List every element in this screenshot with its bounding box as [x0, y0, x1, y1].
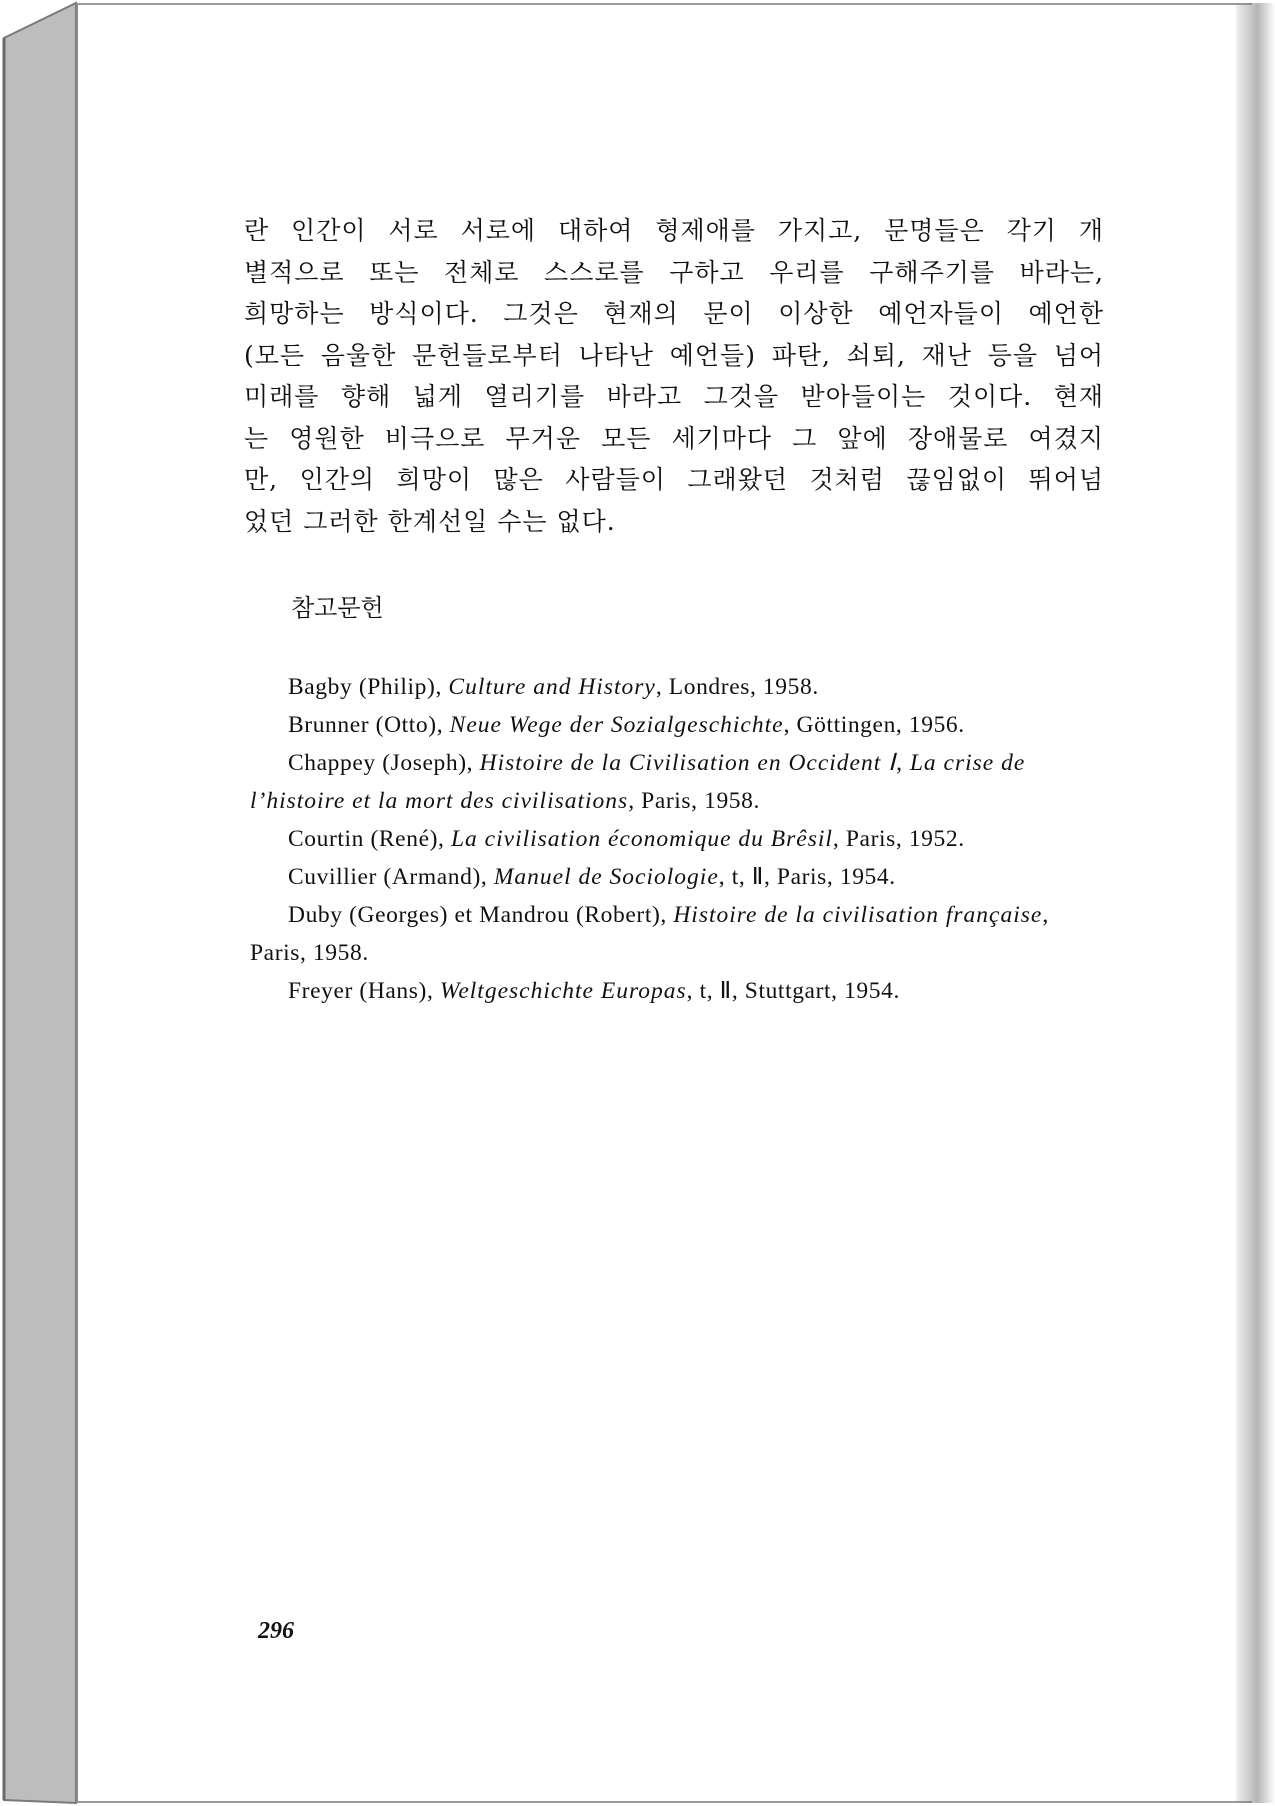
references-list: [250, 668, 1080, 1010]
book-spine-graphic: [0, 0, 78, 1806]
reference-author: Brunner (Otto),: [288, 712, 450, 738]
page-number: 296: [258, 1618, 294, 1644]
page-edge-shadow: [1236, 3, 1275, 1803]
reference-entry: [250, 820, 1080, 858]
reference-details: , t, Ⅱ, Paris, 1954.: [718, 864, 896, 890]
reference-title: Manuel de Sociologie: [493, 864, 719, 890]
reference-details: , Paris, 1958.: [250, 902, 1049, 966]
book-spine: [0, 0, 78, 1806]
body-paragraph: [244, 210, 1104, 542]
reference-entry: [250, 668, 1080, 706]
reference-details: , Paris, 1958.: [628, 788, 760, 814]
reference-entry: [250, 706, 1080, 744]
body-line: 었던 그러한 한계선일 수는 없다.: [244, 506, 616, 536]
reference-author: Courtin (René),: [288, 826, 451, 852]
reference-title: Neue Wege der Sozialgeschichte: [449, 712, 784, 738]
reference-details: , Paris, 1952.: [832, 826, 965, 852]
body-line: 별적으로 또는 전체로 스스로를 구하고 우리를 구해주기를 바라는,: [244, 257, 1104, 287]
body-line: 미래를 향해 넓게 열리기를 바라고 그것을 받아들이는 것이다. 현재: [244, 382, 1104, 411]
reference-title: Histoire de la Civilisation en Occident Ⅰ, La crise de l’histoire et la mort des civilisations: [250, 750, 1026, 814]
reference-author: Freyer (Hans),: [288, 978, 440, 1004]
reference-author: Cuvillier (Armand),: [288, 864, 494, 890]
reference-title: Histoire de la civilisation française: [673, 902, 1043, 928]
reference-title: Culture and History: [448, 674, 656, 700]
body-line: 만, 인간의 희망이 많은 사람들이 그래왔던 것처럼 끊임없이 뛰어넘: [244, 465, 1104, 494]
reference-author: Bagby (Philip),: [288, 674, 449, 700]
reference-entry: [250, 972, 1080, 1010]
body-line: 란 인간이 서로 서로에 대하여 형제애를 가지고, 문명들은 각기 개: [244, 216, 1104, 245]
reference-title: Weltgeschichte Europas: [439, 978, 687, 1004]
body-line: 희망하는 방식이다. 그것은 현재의 문이 이상한 예언자들이 예언한: [244, 299, 1104, 328]
reference-details: , Londres, 1958.: [655, 674, 819, 700]
reference-title: La civilisation économique du Brêsil: [450, 826, 833, 852]
reference-entry: [250, 858, 1080, 896]
body-line: 는 영원한 비극으로 무거운 모든 세기마다 그 앞에 장애물로 여겼지: [244, 423, 1104, 453]
reference-entry: [250, 896, 1080, 972]
reference-details: , Göttingen, 1956.: [783, 712, 965, 738]
reference-author: Chappey (Joseph),: [288, 750, 480, 776]
reference-details: , t, Ⅱ, Stuttgart, 1954.: [686, 978, 900, 1004]
reference-author: Duby (Georges) et Mandrou (Robert),: [288, 902, 674, 928]
body-line: (모든 음울한 문헌들로부터 나타난 예언들) 파탄, 쇠퇴, 재난 등을 넘어: [244, 340, 1104, 370]
references-heading: 참고문헌: [291, 594, 384, 622]
reference-entry: [250, 744, 1080, 820]
